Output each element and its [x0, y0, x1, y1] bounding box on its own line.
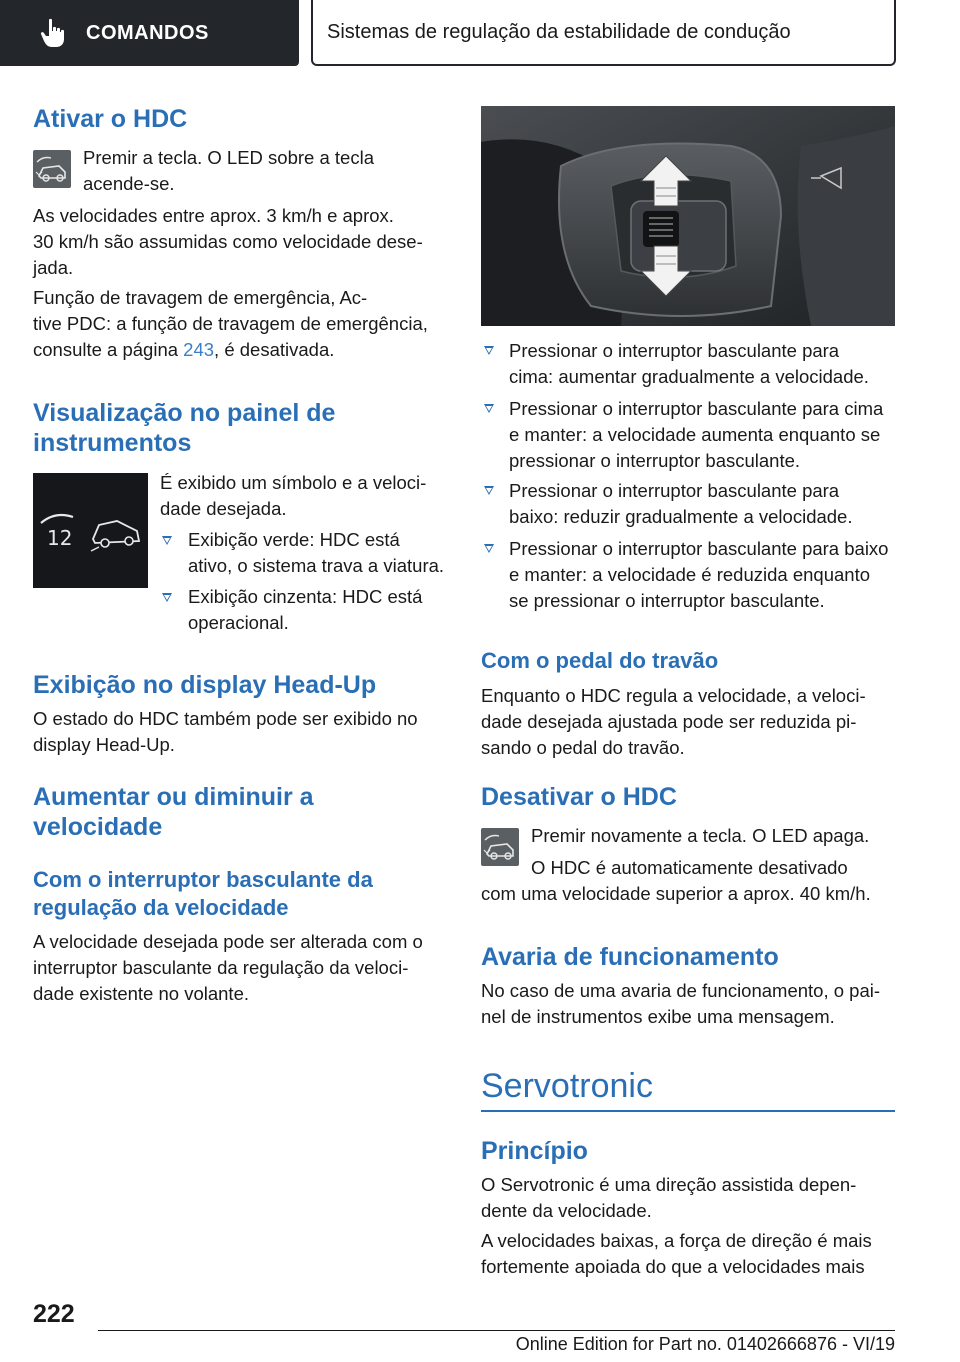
- heading-aumentar-2: velocidade: [33, 813, 163, 841]
- rocker-up-hold-2: e manter: a velocidade aumenta enquanto se: [509, 424, 881, 445]
- principio-text-1: O Servotronic é uma direção assistida depen‐: [481, 1174, 857, 1195]
- principio-text-4: fortemente apoiada do que a velocidades mais: [481, 1256, 865, 1277]
- bullet-cinzenta-2: operacional.: [188, 612, 289, 633]
- bullet-triangle-icon: [484, 346, 494, 355]
- hand-pointer-icon: [40, 18, 66, 48]
- interruptor-text-1: A velocidade desejada pode ser alterada com o: [33, 931, 423, 952]
- velocidades-text-1: As velocidades entre aprox. 3 km/h e aprox.: [33, 205, 394, 226]
- funcao-text-2: tive PDC: a função de travagem de emergência,: [33, 313, 428, 334]
- heading-ativar-hdc: Ativar o HDC: [33, 105, 188, 133]
- funcao-text-3-pre: consulte a página: [33, 339, 184, 360]
- subheading-interruptor-1: Com o interruptor basculante da: [33, 867, 373, 892]
- rocker-down-2: baixo: reduzir gradualmente a velocidade.: [509, 506, 853, 527]
- avaria-text-1: No caso de uma avaria de funcionamento, o pai‐: [481, 980, 881, 1001]
- heading-avaria: Avaria de funcionamento: [481, 943, 779, 971]
- chapter-title: Sistemas de regulação da estabilidade de condução: [327, 20, 791, 43]
- bullet-triangle-icon: [484, 486, 494, 495]
- heading-visualizacao-2: instrumentos: [33, 429, 192, 457]
- headup-text-2: display Head-Up.: [33, 734, 175, 755]
- principio-text-2: dente da velocidade.: [481, 1200, 652, 1221]
- ativar-text-2: acende-se.: [83, 173, 175, 194]
- subheading-interruptor-2: regulação da velocidade: [33, 895, 289, 920]
- rocker-up-hold-1: Pressionar o interruptor basculante para cima: [509, 398, 884, 419]
- page-number: 222: [33, 1300, 75, 1328]
- display-speed: 12: [47, 526, 73, 550]
- desativar-text-2: O HDC é automaticamente desativado: [531, 857, 848, 878]
- chapter-heading-servotronic: Servotronic: [481, 1067, 653, 1105]
- desativar-text-1: Premir novamente a tecla. O LED apaga.: [531, 825, 870, 846]
- rocker-down-hold-3: se pressionar o interruptor basculante.: [509, 590, 825, 611]
- interruptor-text-2: interruptor basculante da regulação da veloci‐: [33, 957, 409, 978]
- rocker-down-1: Pressionar o interruptor basculante para: [509, 480, 840, 501]
- interruptor-text-3: dade existente no volante.: [33, 983, 249, 1004]
- footer-divider: [98, 1330, 895, 1331]
- rocker-down-hold-1: Pressionar o interruptor basculante para baixo: [509, 538, 889, 559]
- rocker-up-1: Pressionar o interruptor basculante para: [509, 340, 840, 361]
- pedal-text-3: sando o pedal do travão.: [481, 737, 685, 758]
- funcao-text-3-post: , é desativada.: [214, 339, 335, 360]
- bullet-triangle-icon: [484, 544, 494, 553]
- pedal-text-1: Enquanto o HDC regula a velocidade, a veloci‐: [481, 685, 866, 706]
- section-tab: [0, 0, 299, 66]
- bullet-verde-1: Exibição verde: HDC está: [188, 529, 400, 550]
- chapter-title-box: [311, 0, 896, 66]
- velocidades-text-3: jada.: [33, 257, 74, 278]
- heading-desativar-hdc: Desativar o HDC: [481, 783, 677, 811]
- heading-aumentar-1: Aumentar ou diminuir a: [33, 783, 314, 811]
- avaria-text-2: nel de instrumentos exibe uma mensagem.: [481, 1006, 835, 1027]
- subheading-pedal-travao: Com o pedal do travão: [481, 648, 719, 673]
- rocker-up-hold-3: pressionar o interruptor basculante.: [509, 450, 801, 471]
- bullet-triangle-icon: [484, 404, 494, 413]
- steering-wheel-rocker-switch-image: [481, 106, 895, 326]
- display-text-2: dade desejada.: [160, 498, 287, 519]
- rocker-down-hold-2: e manter: a velocidade é reduzida enquanto: [509, 564, 871, 585]
- page-link-243[interactable]: 243: [183, 339, 215, 360]
- headup-text-1: O estado do HDC também pode ser exibido no: [33, 708, 418, 729]
- page-header: [0, 0, 960, 66]
- velocidades-text-2: 30 km/h são assumidas como velocidade dese‐: [33, 231, 423, 252]
- footer-edition: Online Edition for Part no. 01402666876 - VI/19: [515, 1334, 895, 1354]
- funcao-text-1: Função de travagem de emergência, Ac‐: [33, 287, 368, 308]
- heading-head-up: Exibição no display Head-Up: [33, 671, 377, 699]
- heading-principio: Princípio: [481, 1137, 588, 1165]
- chapter-divider: [481, 1110, 895, 1112]
- section-title: COMANDOS: [86, 21, 209, 44]
- heading-visualizacao-1: Visualização no painel de: [33, 399, 336, 427]
- hdc-button-icon: [481, 828, 519, 866]
- bullet-cinzenta-1: Exibição cinzenta: HDC está: [188, 586, 423, 607]
- funcao-text-3: [33, 337, 334, 363]
- principio-text-3: A velocidades baixas, a força de direção é mais: [481, 1230, 872, 1251]
- desativar-text-3: com uma velocidade superior a aprox. 40 km/h.: [481, 883, 871, 904]
- pedal-text-2: dade desejada ajustada pode ser reduzida pi‐: [481, 711, 857, 732]
- rocker-up-2: cima: aumentar gradualmente a velocidade.: [509, 366, 869, 387]
- hdc-display-icon: [33, 473, 148, 588]
- bullet-triangle-icon: [162, 536, 172, 545]
- bullet-triangle-icon: [162, 593, 172, 602]
- ativar-text-1: Premir a tecla. O LED sobre a tecla: [83, 147, 374, 168]
- display-text-1: É exibido um símbolo e a veloci‐: [160, 472, 427, 493]
- hdc-button-icon: [33, 150, 71, 188]
- bullet-verde-2: ativo, o sistema trava a viatura.: [188, 555, 445, 576]
